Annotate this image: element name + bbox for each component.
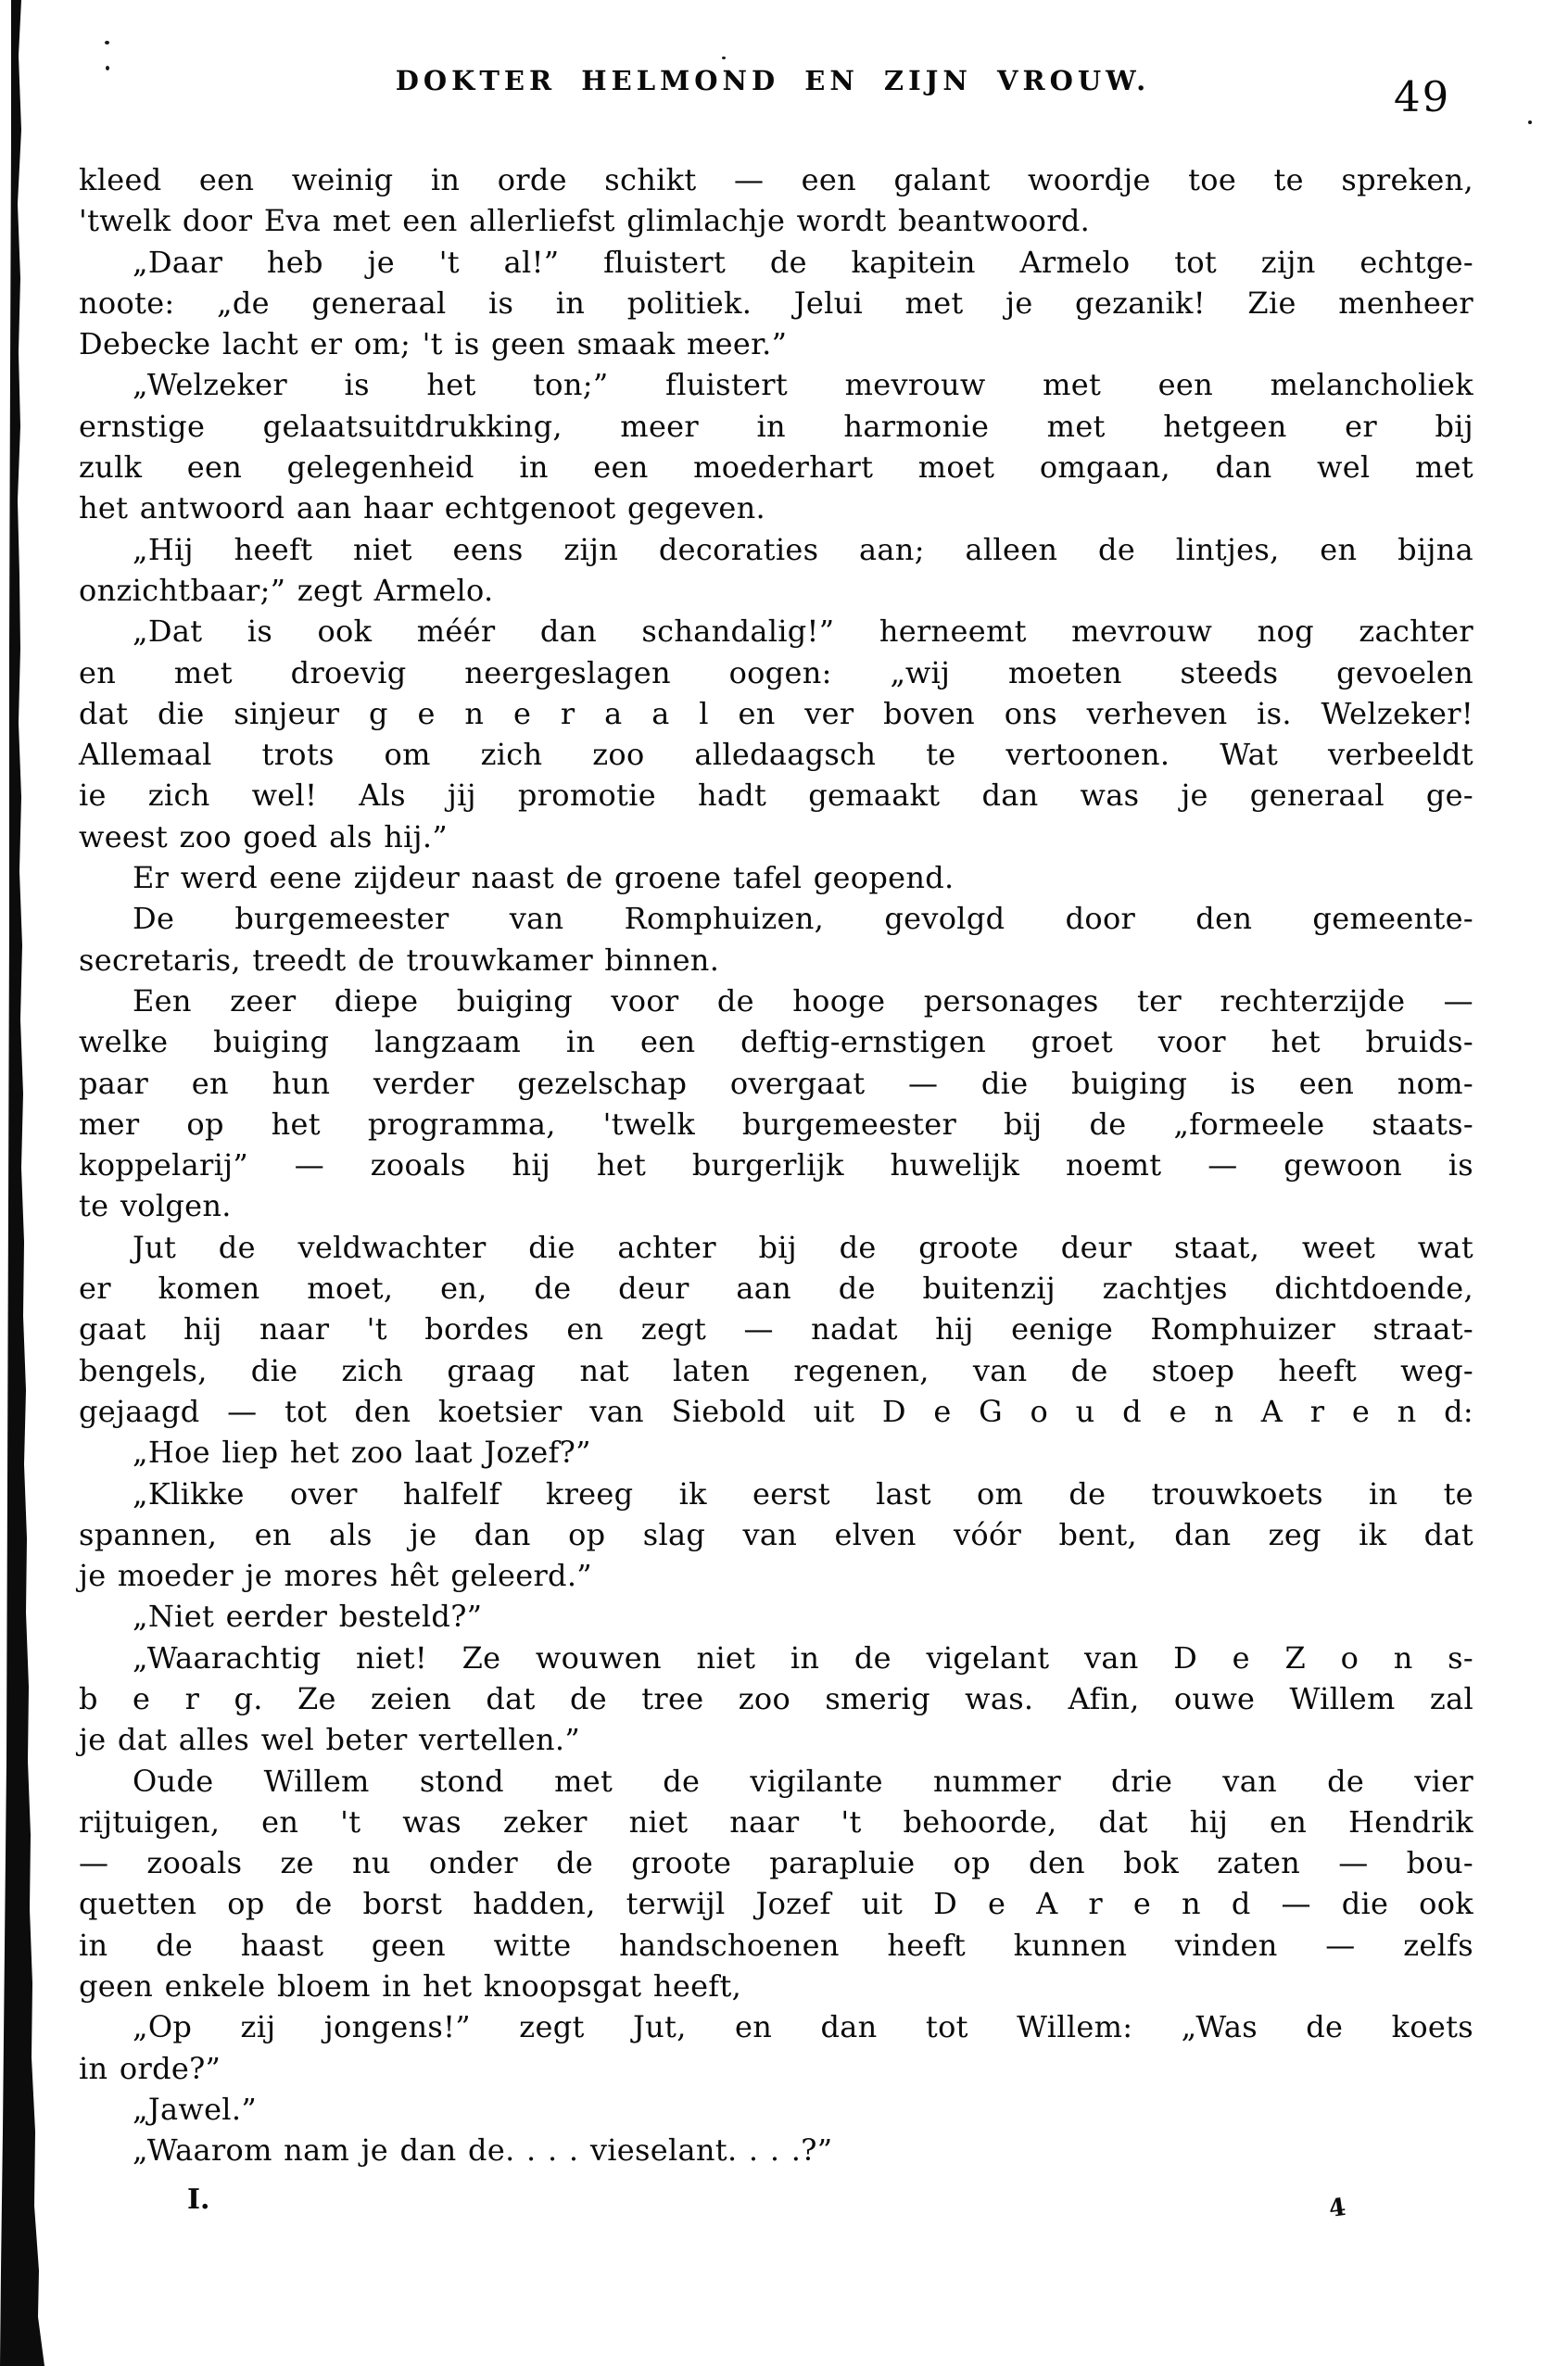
text-line: „Klikke over halfelf kreeg ik eerst last om de trouwkoets in te: [133, 1475, 1473, 1512]
text-line: Oude Willem stond met de vigilante nummer drie van de vier: [133, 1763, 1473, 1799]
text-line: er komen moet, en, de deur aan de buitenzij zachtjes dichtdoende,: [79, 1271, 1473, 1307]
text-line: secretaris, treedt de trouwkamer binnen.: [79, 942, 720, 978]
text-line: 'twelk door Eva met een allerliefst glimlachje wordt beantwoord.: [79, 203, 1091, 239]
text-line: geen enkele bloem in het knoopsgat heeft,: [79, 1968, 742, 2005]
signature-mark-left: I.: [187, 2183, 210, 2216]
text-line: Er werd eene zijdeur naast de groene tafel geopend.: [133, 860, 955, 896]
text-line: dat die sinjeur g e n e r a a l en ver boven ons verheven is. Welzeker!: [79, 695, 1473, 731]
text-line: noote: „de generaal is in politiek. Jelui met je gezanik! Zie menheer: [79, 285, 1473, 321]
text-line: „Jawel.”: [133, 2091, 257, 2127]
text-line: Een zeer diepe buiging voor de hooge personages ter rechterzijde —: [133, 982, 1473, 1019]
text-line: Jut de veldwachter die achter bij de groote deur staat, weet wat: [133, 1229, 1473, 1265]
text-line: je moeder je mores hêt geleerd.”: [79, 1558, 592, 1594]
text-line: in de haast geen witte handschoenen heeft kunnen vinden — zelfs: [79, 1927, 1473, 1963]
text-line: „Waarom nam je dan de. . . . vieselant. . . .?”: [133, 2132, 833, 2169]
text-line: b e r g. Ze zeien dat de tree zoo smerig was. Afin, ouwe Willem zal: [79, 1680, 1473, 1716]
text-line: Allemaal trots om zich zoo alledaagsch te vertoonen. Wat verbeeldt: [79, 737, 1473, 773]
text-line: paar en hun verder gezelschap overgaat — die buiging is een nom-: [79, 1065, 1473, 1101]
text-line: het antwoord aan haar echtgenoot gegeven.: [79, 490, 766, 526]
ink-speck: [106, 66, 109, 70]
text-line: „Niet eerder besteld?”: [133, 1599, 483, 1635]
text-line: „Hoe liep het zoo laat Jozef?”: [133, 1435, 591, 1471]
ink-speck: [1528, 120, 1532, 124]
text-line: „Daar heb je 't al!” fluistert de kapitein Armelo tot zijn echtge-: [133, 244, 1473, 280]
text-line: ernstige gelaatsuitdrukking, meer in harmonie met hetgeen er bij: [79, 408, 1473, 444]
text-line: „Hij heeft niet eens zijn decoraties aan; alleen de lintjes, en bijna: [133, 531, 1473, 567]
text-line: gaat hij naar 't bordes en zegt — nadat hij eenige Romphuizer straat-: [79, 1311, 1473, 1347]
page-number: 49: [1394, 72, 1451, 121]
text-line: rijtuigen, en 't was zeker niet naar 't behoorde, dat hij en Hendrik: [79, 1803, 1473, 1840]
text-line: spannen, en als je dan op slag van elven vóór bent, dan zeg ik dat: [79, 1516, 1473, 1552]
text-line: bengels, die zich graag nat laten regenen, van de stoep heeft weg-: [79, 1352, 1473, 1388]
text-line: mer op het programma, 'twelk burgemeester bij de „formeele staats-: [79, 1106, 1473, 1142]
text-line: De burgemeester van Romphuizen, gevolgd door den gemeente-: [133, 901, 1473, 937]
text-line: koppelarij” — zooals hij het burgerlijk huwelijk noemt — gewoon is: [79, 1147, 1473, 1183]
text-line: Debecke lacht er om; 't is geen smaak meer.”: [79, 326, 788, 362]
ink-speck: [722, 57, 726, 59]
signature-mark-right: 4: [1327, 2193, 1348, 2224]
text-line: kleed een weinig in orde schikt — een galant woordje toe te spreken,: [79, 162, 1473, 197]
ink-speck: [105, 41, 109, 44]
text-line: ie zich wel! Als jij promotie hadt gemaakt dan was je generaal ge-: [79, 778, 1473, 814]
text-line: „Dat is ook méér dan schandalig!” herneemt mevrouw nog zachter: [133, 614, 1473, 650]
text-line: in orde?”: [79, 2050, 221, 2086]
text-line: zulk een gelegenheid in een moederhart moet omgaan, dan wel met: [79, 449, 1473, 486]
text-line: „Welzeker is het ton;” fluistert mevrouw met een melancholiek: [133, 367, 1473, 403]
text-block: [79, 159, 1473, 2171]
text-line: quetten op de borst hadden, terwijl Jozef uit D e A r e n d — die ook: [79, 1886, 1473, 1922]
text-line: weest zoo goed als hij.”: [79, 818, 449, 854]
text-line: — zooals ze nu onder de groote parapluie op den bok zaten — bou-: [79, 1845, 1473, 1881]
text-line: onzichtbaar;” zegt Armelo.: [79, 572, 494, 608]
text-line: gejaagd — tot den koetsier van Siebold uit D e G o u d e n A r e n d:: [79, 1393, 1473, 1429]
text-line: je dat alles wel beter vertellen.”: [79, 1722, 580, 1758]
text-line: „Op zij jongens!” zegt Jut, en dan tot Willem: „Was de koets: [133, 2009, 1473, 2045]
text-line: te volgen.: [79, 1188, 232, 1224]
text-line: „Waarachtig niet! Ze wouwen niet in de vigelant van D e Z o n s-: [133, 1639, 1473, 1676]
binding-shadow: [0, 0, 56, 2366]
text-line: en met droevig neergeslagen oogen: „wij moeten steeds gevoelen: [79, 654, 1473, 690]
running-title: DOKTER HELMOND EN ZIJN VROUW.: [395, 65, 1151, 96]
text-line: welke buiging langzaam in een deftig-ernstigen groet voor het bruids-: [79, 1024, 1473, 1060]
